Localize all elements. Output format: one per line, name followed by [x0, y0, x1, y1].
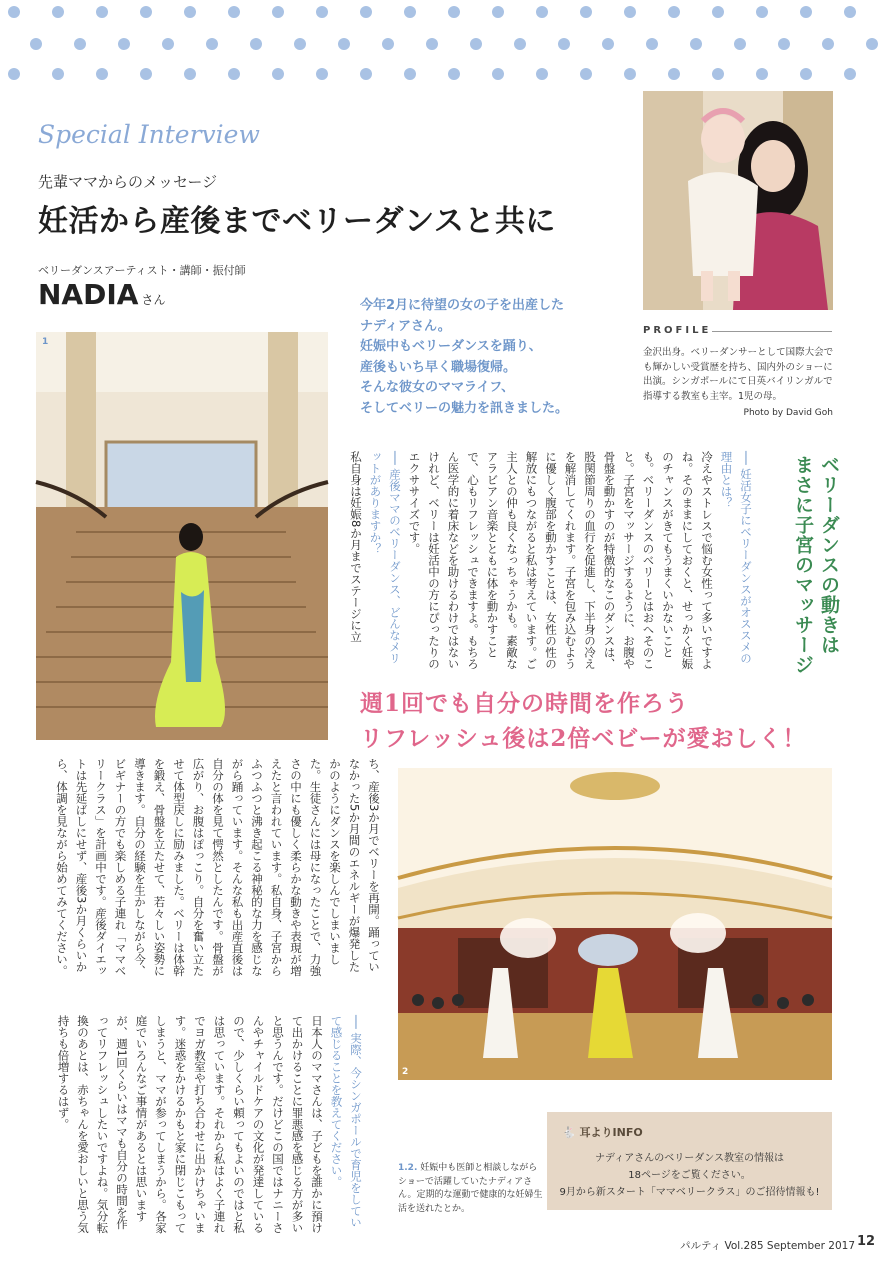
decor-dot: [228, 68, 240, 80]
decor-dot: [536, 6, 548, 18]
decor-dot: [118, 38, 130, 50]
decor-dot: [492, 6, 504, 18]
decor-dot: [184, 6, 196, 18]
section-label: Special Interview: [38, 120, 260, 149]
decor-dot: [96, 68, 108, 80]
decor-dot: [338, 38, 350, 50]
subheading: [360, 686, 806, 756]
photo-credit: Photo by David Goh: [743, 408, 833, 418]
info-line: 9月から新スタート「ママベリークラス」のご招待情報も!: [559, 1187, 820, 1198]
decor-dot: [492, 68, 504, 80]
photo-number: 1: [42, 337, 49, 347]
decor-dot: [184, 68, 196, 80]
decor-dot: [74, 38, 86, 50]
decor-dot: [404, 6, 416, 18]
decor-dot: [778, 38, 790, 50]
decor-dot: [52, 68, 64, 80]
decor-dot: [316, 6, 328, 18]
lead-line: 産後もいち早く職場復帰。: [360, 359, 517, 375]
decor-dot: [624, 68, 636, 80]
info-line: 18ページをご覧ください。: [628, 1170, 751, 1181]
rabbit-icon: 🐇: [562, 1126, 576, 1139]
heading-line: まさに子宮のマッサージ: [792, 455, 814, 675]
decor-dot: [470, 38, 482, 50]
decor-dot: [448, 6, 460, 18]
decor-dot: [712, 6, 724, 18]
decor-dot: [140, 6, 152, 18]
lead-line: 今年2月に待望の女の子を出産した: [360, 298, 565, 313]
decor-dot: [800, 6, 812, 18]
heading-line: ベリーダンスの動きは: [818, 455, 840, 655]
decor-dot: [668, 68, 680, 80]
decor-dot: [580, 68, 592, 80]
decor-dot: [866, 38, 878, 50]
decor-dot: [580, 6, 592, 18]
info-title-text: 耳よりINFO: [579, 1126, 643, 1139]
info-title: [562, 1124, 643, 1140]
decor-dot: [228, 6, 240, 18]
honorific: さん: [141, 293, 166, 307]
lead-text: [360, 296, 620, 419]
decor-dot: [162, 38, 174, 50]
decor-dot: [426, 38, 438, 50]
page-number: 12: [857, 1234, 876, 1249]
question: ── 妊活女子にベリーダンスがオススメの理由とは？: [719, 451, 753, 665]
decor-dot: [272, 68, 284, 80]
profile-label: PROFILE: [643, 325, 712, 336]
decor-dot: [558, 38, 570, 50]
decor-dot: [30, 38, 42, 50]
decor-dot: [822, 38, 834, 50]
decor-dot: [250, 38, 262, 50]
lead-line: 妊娠中もベリーダンスを踊り、: [360, 339, 542, 354]
interviewee-role: ベリーダンスアーティスト・講師・振付師: [38, 264, 246, 277]
article-body-lower-left: [38, 758, 383, 978]
photo-staircase: [36, 332, 328, 740]
decor-dot: [404, 68, 416, 80]
article-body-lower-right: [56, 1015, 365, 1235]
decor-dot: [96, 6, 108, 18]
decor-dot: [206, 38, 218, 50]
decor-dot: [646, 38, 658, 50]
photo-caption: [398, 1162, 543, 1216]
divider: [712, 331, 832, 332]
photo-number: 2: [402, 1067, 409, 1077]
article-body-upper: [349, 451, 755, 673]
subheading-line: リフレッシュ後は2倍ベビーが愛おしく！: [360, 725, 807, 752]
decor-dot: [844, 68, 856, 80]
decor-dot: [734, 38, 746, 50]
decor-dot: [756, 6, 768, 18]
decor-dot: [382, 38, 394, 50]
lead-line: ナディアさん。: [360, 318, 451, 334]
lead-line: そしてベリーの魅力を訊きました。: [360, 400, 569, 416]
decor-dot: [8, 6, 20, 18]
dot-border: [0, 0, 887, 90]
answer: 冷えやストレスで悩む女性って多いですよね。そのままにしておくと、せっかく妊娠のチャンスがきてもうまくいかないことも。ベリーダンスのベリーとはおへそのこと。子宮をマッサージするように、お腹や骨盤を動かすのが特徴的なこのダンスは、股関節周りの血行を促進し、下半身の冷えを解消してくれます。子宮を包み込むように優しく腹部を動かすことは、女性の性の解放にもつながると私は考えています。ご主人との仲も良くなっちゃうかも。素敵なアラビアン音楽とともに体を動かすことで、心もリフレッシュできますよ。もちろん医学的に着床などを助けるわけではないけれど、ベリーは妊活中の方にぴったりのエクササイズです。: [407, 451, 714, 670]
caption-number: 1.2.: [398, 1163, 418, 1173]
decor-dot: [140, 68, 152, 80]
answer: 私自身は妊娠8か月までステージに立: [349, 451, 363, 643]
decor-dot: [800, 68, 812, 80]
answer: 日本人のママさんは、子どもを誰かに預けて出かけることに罪悪感を感じる方が多いと思うんです。だけどこの国ではナニーさんやチャイルドケアの文化が発達しているので、少しくらい頼ってもよいのではと私は思っています。それから私はよく子連れでヨガ教室や打ち合わせに出かけちゃいます。迷惑をかけるかもと家に閉じこもってしまうと、ママが参ってしまうから。各家庭でいろんなご事情があるとは思いますが、週1回くらいはママも自分の時間を作ってリフレッシュしたいですよね。気分転換のあとは、赤ちゃんを愛おしいと思う気持ちも倍増するはず。: [56, 1015, 324, 1234]
decor-dot: [690, 38, 702, 50]
decor-dot: [536, 68, 548, 80]
info-body: [548, 1150, 831, 1201]
lead-line: そんな彼女のママライフ、: [360, 380, 515, 395]
decor-dot: [602, 38, 614, 50]
info-line: ナディアさんのベリーダンス教室の情報は: [595, 1153, 784, 1164]
question: ── 実際、今シンガポールで育児をしていて感じることを教えてください。: [329, 1015, 363, 1229]
photo-ballroom: [398, 768, 832, 1080]
decor-dot: [514, 38, 526, 50]
section-heading: [790, 455, 842, 685]
caption-text: 妊娠中も医師と相談しながらショーで活躍していたナディアさん。定期的な運動で健康的な妊婦生活を送れたとか。: [398, 1163, 543, 1214]
decor-dot: [756, 68, 768, 80]
decor-dot: [316, 68, 328, 80]
profile-photo: [643, 91, 833, 310]
decor-dot: [448, 68, 460, 80]
decor-dot: [360, 68, 372, 80]
magazine-footer: パルティ Vol.285 September 2017: [680, 1240, 856, 1252]
decor-dot: [712, 68, 724, 80]
subheading-line: 週1回でも自分の時間を作ろう: [360, 690, 690, 717]
decor-dot: [360, 6, 372, 18]
decor-dot: [294, 38, 306, 50]
decor-dot: [52, 6, 64, 18]
decor-dot: [844, 6, 856, 18]
profile-text: 金沢出身。ベリーダンサーとして国際大会でも輝かしい受賞歴を持ち、国内外のショーに出演。シンガポールにて日英バイリンガルで指導する教室も主宰。1児の母。: [643, 347, 834, 402]
name-text: NADIA: [38, 278, 139, 311]
question: ── 産後ママのベリーダンス、どんなメリットがありますか？: [368, 451, 402, 665]
decor-dot: [624, 6, 636, 18]
decor-dot: [668, 6, 680, 18]
kicker: 先輩ママからのメッセージ: [38, 173, 218, 191]
page-title: 妊活から産後までベリーダンスと共に: [38, 204, 556, 239]
decor-dot: [272, 6, 284, 18]
answer: ち、産後3か月でベリーを再開。踊っていなかった5か月間のエネルギーが爆発したかのようにダンスを楽しんでしまいました。生徒さんには母になったことで、力強さの中にも優しく柔らかな動きや表現が増えたと言われています。私自身、子宮からふつふつと沸き起こる神秘的な力を感じながら踊っています。そんな私も出産直後は自分の体を見て愕然としたんです。骨盤が広がり、お腹はぽっこり。自分を奮い立たせて体型戻しに励みました。ベリーは体幹を鍛え、骨盤を立たせて、若々しい姿勢に導きます。自分の経験を生かしながら今、ビギナーの方でも楽しめる子連れ「ママベリークラス」を計画中です。産後ダイエットは先延ばしにせず、産後3か月くらいから、体調を見ながら始めてみてください。: [55, 758, 381, 977]
interviewee-name: [38, 278, 165, 311]
decor-dot: [8, 68, 20, 80]
